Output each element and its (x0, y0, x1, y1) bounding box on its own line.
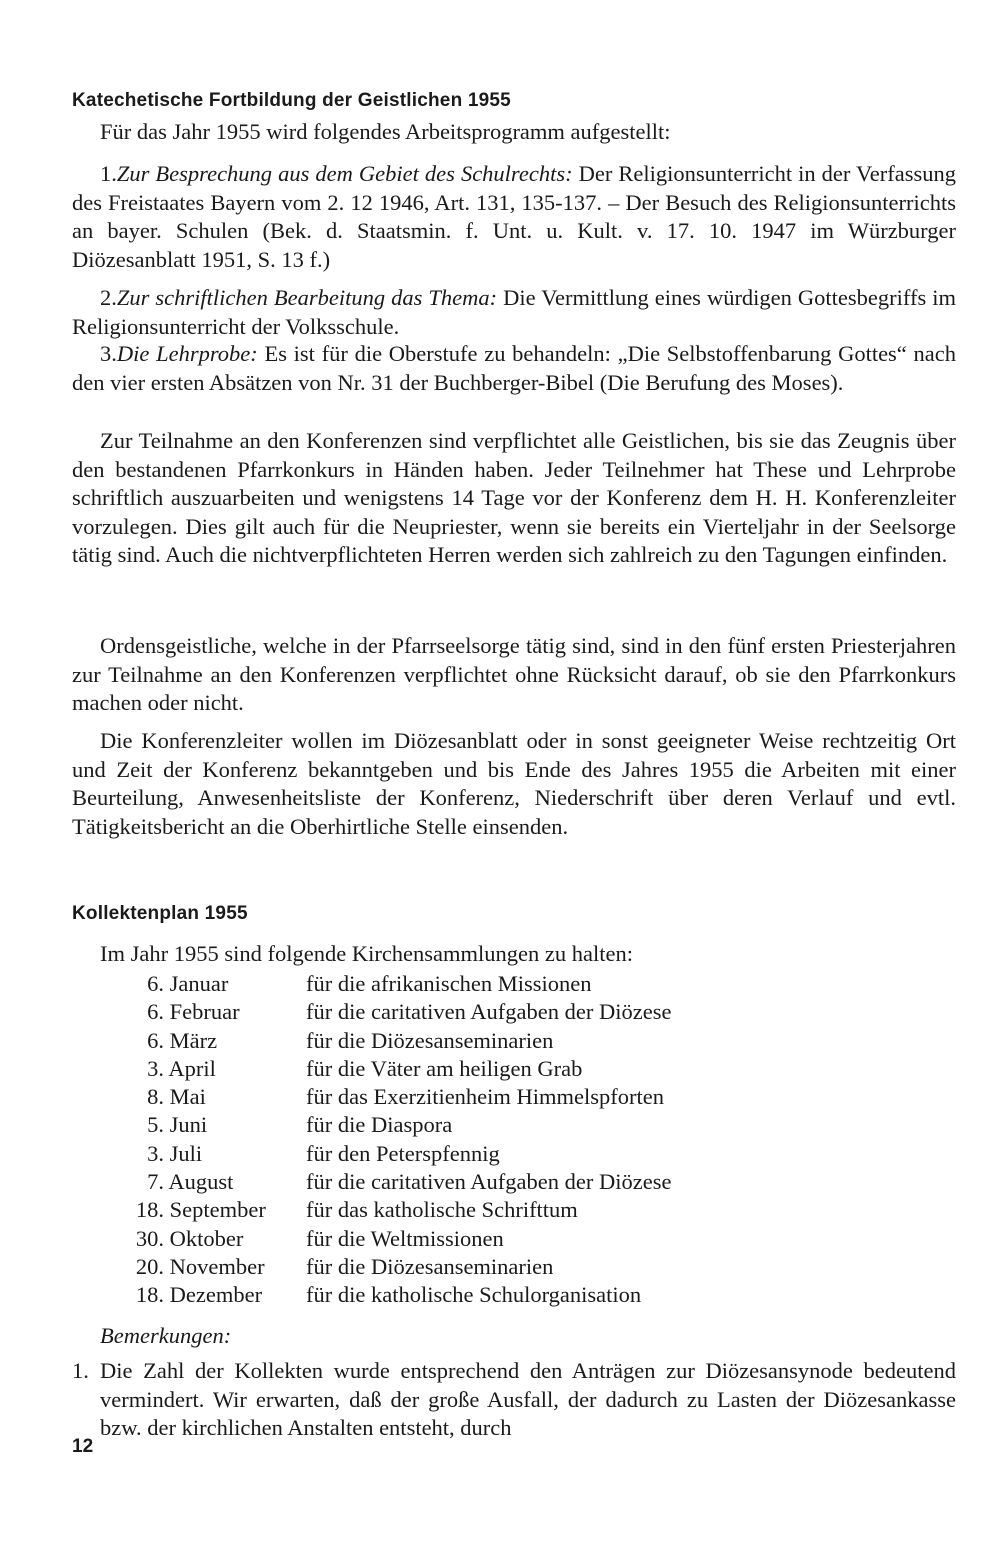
collection-day: 20. (135, 1253, 164, 1279)
collection-row (120, 1196, 671, 1224)
collection-purpose: für die caritativen Aufgaben der Diözese (306, 1169, 672, 1195)
collection-purpose: für die Väter am heiligen Grab (306, 1055, 583, 1081)
collection-month: Februar (169, 999, 240, 1025)
collection-purpose: für die Weltmissionen (306, 1225, 504, 1251)
collection-day: 3. (147, 1055, 164, 1081)
collection-month: Juni (169, 1112, 208, 1138)
collection-date (120, 1111, 306, 1139)
collection-date (120, 1196, 306, 1224)
collection-day: 18. (135, 1197, 164, 1223)
collection-row (120, 1281, 671, 1309)
section-title-kollektenplan: Kollektenplan 1955 (72, 903, 248, 924)
remark-1 (72, 1357, 956, 1443)
collection-row (120, 1168, 671, 1196)
collection-row (120, 1111, 671, 1139)
program-item-1 (72, 160, 956, 274)
section-title-fortbildung: Katechetische Fortbildung der Geistlichen 1955 (72, 90, 511, 111)
collection-row (120, 1083, 671, 1111)
collection-day: 5. (147, 1112, 164, 1138)
item-heading: Zur schriftlichen Bearbeitung das Thema: (116, 285, 498, 310)
collection-day: 6. (147, 1027, 164, 1053)
collection-month: November (169, 1253, 265, 1279)
collection-intro: Im Jahr 1955 sind folgende Kirchensammlungen zu halten: (100, 941, 633, 966)
collection-date (120, 1168, 306, 1196)
collection-month: Januar (169, 971, 229, 996)
collection-purpose: für das katholische Schrifttum (306, 1197, 578, 1223)
collection-purpose: für die katholische Schulorganisation (306, 1282, 642, 1308)
program-item-2 (72, 284, 956, 341)
item-heading: Zur Besprechung aus dem Gebiet des Schulrechts: (116, 161, 573, 186)
collection-month: März (169, 1027, 218, 1053)
collection-month: September (169, 1197, 266, 1223)
collection-day: 30. (135, 1225, 164, 1251)
item-number: 1. (100, 161, 117, 186)
collection-day: 8. (147, 1084, 164, 1110)
program-item-3 (72, 340, 956, 397)
page-number: 12 (72, 1436, 94, 1457)
collection-day: 6. (147, 999, 164, 1025)
item-text: Es ist für die Oberstufe zu behandeln: „Die Selbstoffenbarung Gottes“ nach den vier ersten Absätzen von Nr. 31 der Buchberger-Bibel (Die Berufung des Moses). (72, 341, 956, 395)
item-heading: Die Lehrprobe: (116, 341, 258, 366)
collection-row (120, 970, 671, 998)
collection-month: April (168, 1055, 216, 1081)
collection-date (120, 1281, 306, 1309)
collection-row (120, 1055, 671, 1083)
collection-purpose: für den Peterspfennig (306, 1140, 500, 1166)
orders-paragraph: Ordensgeistliche, welche in der Pfarrseelsorge tätig sind, sind in den fünf ersten Priesterjahren zur Teilnahme an den Konferenzen verpflichtet ohne Rücksicht darauf, ob sie den Pfarrkonkurs machen oder nicht. (72, 633, 956, 716)
collection-day: 18. (135, 1282, 164, 1308)
collection-date (120, 1083, 306, 1111)
collection-date (120, 970, 306, 998)
item-number: 3. (100, 341, 117, 366)
collection-month: Dezember (169, 1282, 263, 1308)
collection-date (120, 1225, 306, 1253)
intro-paragraph: Für das Jahr 1955 wird folgendes Arbeitsprogramm aufgestellt: (100, 119, 671, 144)
participation-paragraph: Zur Teilnahme an den Konferenzen sind verpflichtet alle Geistlichen, bis sie das Zeugnis über den bestandenen Pfarrkonkurs in Händen haben. Jeder Teilnehmer hat These und Lehrprobe schriftlich auszuarbeiten und wenigstens 14 Tage vor der Konferenz dem H. H. Konferenzleiter vorzulegen. Dies gilt auch für die Neupriester, wenn sie bereits ein Vierteljahr in der Seelsorge tätig sind. Auch die nichtverpflichteten Herren werden sich zahlreich zu den Tagungen einfinden. (72, 428, 956, 568)
collection-purpose: für das Exerzitienheim Himmelspforten (306, 1084, 665, 1110)
collection-month: Juli (169, 1140, 203, 1166)
collection-day: 6. (147, 971, 164, 996)
collection-month: Oktober (169, 1225, 244, 1251)
item-text: Der Religionsunterricht in der Verfassung des Freistaates Bayern vom 2. 12 1946, Art. 131, 135-137. – Der Besuch des Religionsunterrichts an bayer. Schulen (Bek. d. Staatsmin. f. Unt. u. Kult. v. 17. 10. 1947 im Würzburger Diözesanblatt 1951, S. 13 f.) (72, 161, 956, 272)
collection-date (120, 1253, 306, 1281)
collection-date (120, 1055, 306, 1083)
collection-date (120, 998, 306, 1026)
collection-date (120, 1027, 306, 1055)
item-number: 2. (100, 285, 117, 310)
collection-table (120, 970, 671, 1310)
collection-row (120, 1253, 671, 1281)
collection-day: 7. (147, 1169, 164, 1195)
collection-month: August (168, 1169, 234, 1195)
collection-purpose: für die afrikanischen Missionen (306, 971, 592, 996)
collection-day: 3. (147, 1140, 164, 1166)
collection-purpose: für die Diözesanseminarien (306, 1027, 554, 1053)
conference-leaders-paragraph: Die Konferenzleiter wollen im Diözesanblatt oder in sonst geeigneter Weise rechtzeitig Ort und Zeit der Konferenz bekanntgeben und bis Ende des Jahres 1955 die Arbeiten mit einer Beurteilung, Anwesenheitsliste der Konferenz, Niederschrift über deren Verlauf und evtl. Tätigkeitsbericht an die Oberhirtliche Stelle einsenden. (72, 728, 956, 839)
collection-row (120, 1140, 671, 1168)
collection-date (120, 1140, 306, 1168)
collection-purpose: für die Diözesanseminarien (306, 1253, 554, 1279)
collection-month: Mai (169, 1084, 206, 1110)
collection-purpose: für die caritativen Aufgaben der Diözese (306, 999, 672, 1025)
remark-number: 1. (72, 1358, 89, 1383)
collection-row (120, 1225, 671, 1253)
remark-text: Die Zahl der Kollekten wurde entsprechend den Anträgen zur Diözesansynode bedeutend vermindert. Wir erwarten, daß der große Ausfall, der dadurch zu Lasten der Diözesankasse bzw. der kirchlichen Anstalten entsteht, durch (100, 1358, 956, 1441)
remarks-label: Bemerkungen: (100, 1323, 232, 1348)
collection-row (120, 1027, 671, 1055)
collection-purpose: für die Diaspora (306, 1112, 453, 1138)
item-text: Die Vermittlung eines würdigen Gottesbegriffs im Religionsunterricht der Volksschule. (72, 285, 956, 339)
collection-row (120, 998, 671, 1026)
